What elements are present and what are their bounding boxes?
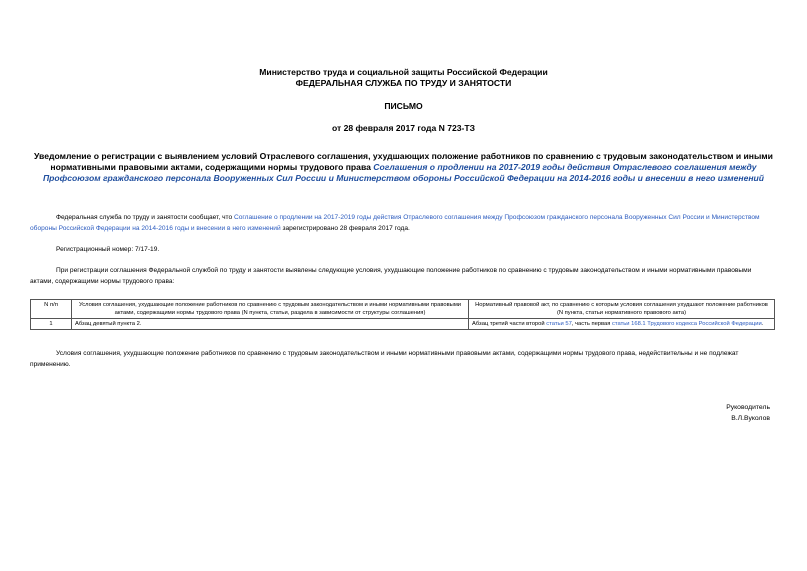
table-row [31,319,775,330]
act-mid: , часть первая [571,321,613,327]
paragraph-conclusion: Условия соглашения, ухудшающие положение работников по сравнению с трудовым законодательством и иными нормативными правовыми актами, содержащими нормы трудового права, недействительны и не подлежат применению. [30,350,739,368]
article-57-link[interactable]: статьи 57 [546,321,572,327]
signature-block [726,403,770,424]
document-date-number: от 28 февраля 2017 года N 723-ТЗ [331,123,476,133]
document-title [30,151,777,184]
registration-number: Регистрационный номер: 7/17-19. [56,246,160,253]
row-legal-act [469,319,775,330]
agreement-link[interactable]: Соглашение о продлении на 2017-2019 годы действия Отраслевого соглашения между Профсоюзом гражданского персонала Вооруженных Сил России и Министерством обороны Российской Федерации на 2014-2016 годы и внесении в него изменений [30,214,760,232]
service-name: ФЕДЕРАЛЬНАЯ СЛУЖБА ПО ТРУДУ И ЗАНЯТОСТИ [295,78,512,88]
row-number: 1 [31,319,72,330]
conditions-table [30,299,775,330]
title-agreement-link[interactable]: Соглашения о продлении на 2017-2019 годы действия Отраслевого соглашения между Профсоюзом гражданского персонала Вооруженных Сил России и Министерством обороны Российской Федерации на 2014-2016 годы и внесении в него изменений [42,162,765,183]
signer-name: В.Л.Вуколов [731,414,770,422]
p1-prefix: Федеральная служба по труду и занятости сообщает, что [56,214,234,221]
act-prefix: Абзац третий части второй [472,321,547,327]
header-number: N п/п [31,300,72,319]
header-conditions: Условия соглашения, ухудшающие положение работников по сравнению с трудовым законодательством и иными нормативными правовыми актами, содержащими нормы трудового права (N пункта, статьи, раздела в зависимости от структуры соглашения) [72,300,469,319]
signer-position: Руководитель [726,404,770,411]
row-condition: Абзац девятый пункта 2. [72,319,469,330]
paragraph-registration [30,213,775,234]
act-suffix: . [761,321,764,327]
title-text: Уведомление о регистрации с выявлением условий Отраслевого соглашения, ухудшающих положение работников по сравнению с трудовым законодательством и иными нормативными правовыми актами, содержащими нормы трудового права [34,151,773,172]
document-type: ПИСЬМО [384,101,423,111]
p1-suffix: зарегистрировано 28 февраля 2017 года. [280,224,410,232]
paragraph-conditions-intro: При регистрации соглашения Федеральной службой по труду и занятости выявлены следующие условия, ухудшающие положение работников по сравнению с трудовым законодательством и иными нормативными правовыми актами, содержащими нормы трудового права: [30,267,752,285]
header-legal-act: Нормативный правовой акт, по сравнению с которым условия соглашения ухудшают положение работников (N пункта, статьи нормативного правового акта) [469,300,775,319]
article-168-link[interactable]: статьи 168.1 Трудового кодекса Российской Федерации [612,321,762,327]
table-header-row [31,300,775,319]
ministry-name: Министерство труда и социальной защиты Российской Федерации [259,67,548,77]
